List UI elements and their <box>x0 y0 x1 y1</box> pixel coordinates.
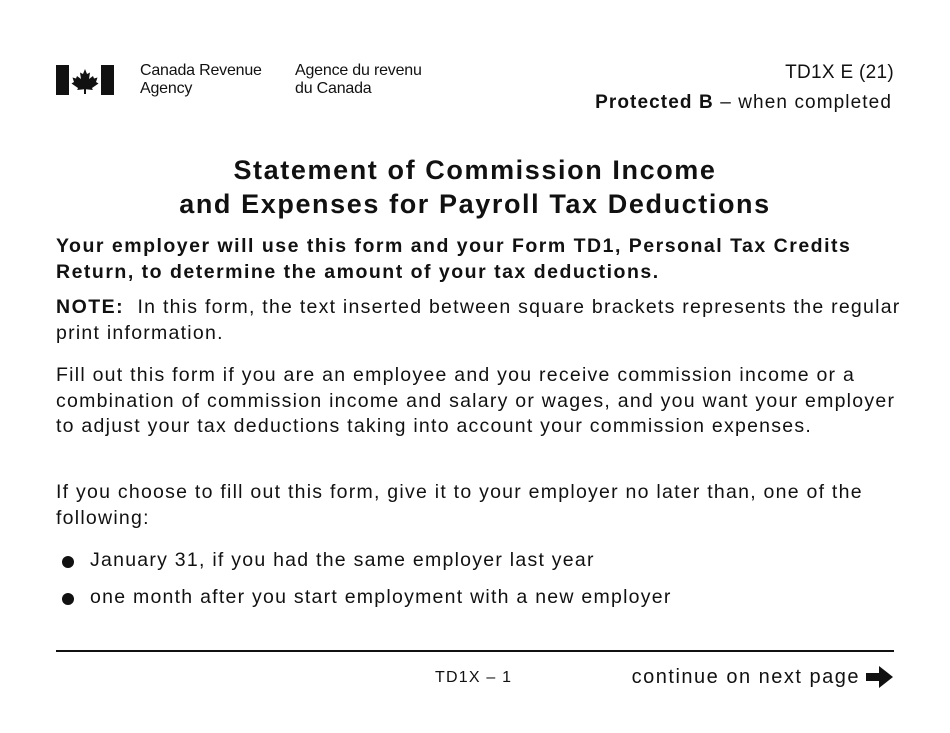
list-item-text: one month after you start employment with a new employer <box>90 585 672 608</box>
continue-link[interactable] <box>632 664 894 690</box>
deadline-paragraph: If you choose to fill out this form, give it to your employer no later than, one of the following: <box>56 481 863 529</box>
page-header <box>56 62 894 122</box>
agency-name-french <box>295 62 422 98</box>
list-item <box>56 548 672 574</box>
protected-suffix: – when completed <box>713 92 892 113</box>
agency-en-line2: Agency <box>140 80 193 97</box>
page-number: TD1X – 1 <box>435 669 513 686</box>
deadline-list <box>56 548 672 621</box>
list-item <box>56 585 672 611</box>
title-line-2: and Expenses for Payroll Tax Deductions <box>179 189 771 219</box>
note-label: NOTE: <box>56 296 125 318</box>
agency-en-line1: Canada Revenue <box>140 62 262 79</box>
page-title <box>56 153 894 221</box>
canada-flag-logo <box>56 65 114 95</box>
fill-out-paragraph: Fill out this form if you are an employee and you receive commission income or a combination of commission income and salary or wages, and you want your employer to adjust your tax deductions taking into account your commission expenses. <box>56 364 896 437</box>
note-paragraph <box>56 295 916 346</box>
arrow-right-icon <box>866 665 894 689</box>
agency-fr-line2: du Canada <box>295 80 372 97</box>
note-text: In this form, the text inserted between square brackets represents the regular print information. <box>56 296 901 344</box>
intro-paragraph: Your employer will use this form and your Form TD1, Personal Tax Credits Return, to determine the amount of your tax deductions. <box>56 235 852 283</box>
form-code: TD1X E (21) <box>785 62 894 83</box>
agency-fr-line1: Agence du revenu <box>295 62 422 79</box>
continue-label: continue on next page <box>631 666 860 688</box>
agency-name-english <box>140 62 262 98</box>
list-item-text: January 31, if you had the same employer last year <box>90 549 595 571</box>
bullet-icon <box>62 593 74 605</box>
protected-label: Protected B <box>595 92 714 113</box>
protected-notice <box>595 92 892 114</box>
maple-leaf-icon <box>72 69 99 94</box>
bullet-icon <box>62 556 74 568</box>
footer-divider <box>56 650 894 652</box>
title-line-1: Statement of Commission Income <box>233 155 717 185</box>
